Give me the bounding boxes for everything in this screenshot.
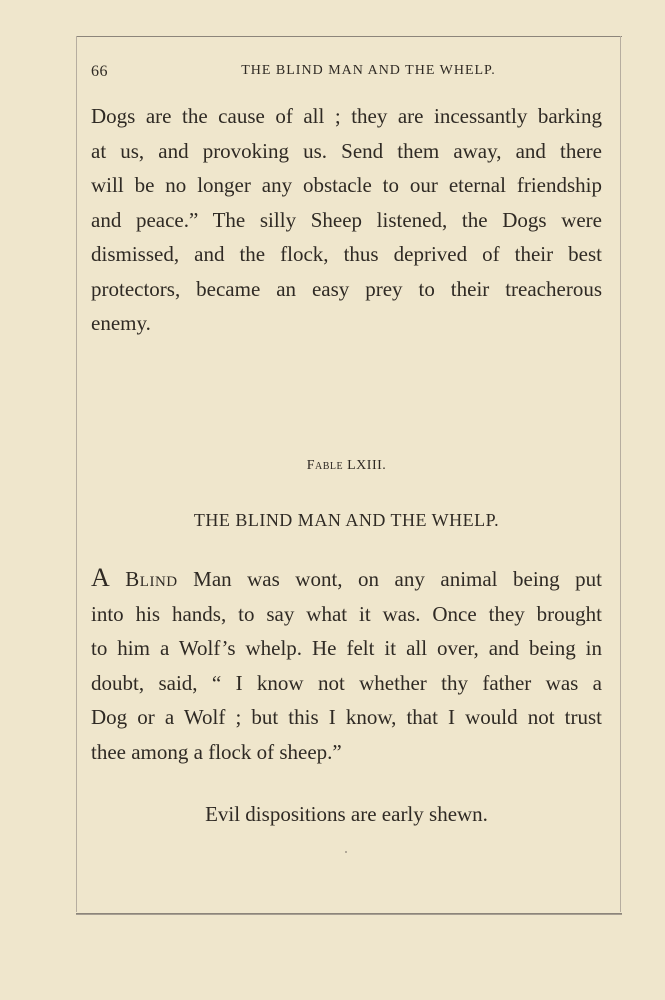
text-line: Dog or a Wolf ; but this I know, that I would not trust xyxy=(91,705,602,729)
text-line: thee among a flock of sheep.” xyxy=(91,739,342,764)
text-line: dismissed, and the flock, thus deprived of their best xyxy=(91,242,602,266)
page-edge-right xyxy=(620,36,621,912)
fable-moral: Evil dispositions are early shewn. xyxy=(205,802,488,826)
running-title: THE BLIND MAN AND THE WHELP. xyxy=(241,63,496,78)
text-line: to him a Wolf’s whelp. He felt it all over, and being in xyxy=(91,636,602,660)
text-line: into his hands, to say what it was. Once they brought xyxy=(91,601,602,626)
text-line: at us, and provoking us. Send them away, and there xyxy=(91,138,602,163)
text-line: and peace.” The silly Sheep listened, the Dogs were xyxy=(91,207,602,232)
text-line: Dogs are the cause of all ; they are incessantly barking xyxy=(91,104,602,128)
continued-paragraph xyxy=(91,99,602,341)
small-caps-word: Blind xyxy=(125,567,178,591)
printer-mark xyxy=(345,851,347,853)
text-line-first xyxy=(91,561,602,597)
text-line: enemy. xyxy=(91,311,151,335)
fable-title: THE BLIND MAN AND THE WHELP. xyxy=(193,510,500,530)
fable-number: Fable LXIII. xyxy=(306,458,387,473)
text-line: will be no longer any obstacle to our eternal friendship xyxy=(91,173,602,197)
page-edge-left xyxy=(76,36,77,912)
text-line-rest: Man was wont, on any animal being put xyxy=(177,567,603,591)
page-number: 66 xyxy=(91,63,108,80)
text-line: doubt, said, “ I know not whether thy father was a xyxy=(91,670,602,695)
drop-cap: A xyxy=(91,563,110,592)
running-head xyxy=(91,63,602,85)
fable-paragraph xyxy=(91,561,602,769)
page-edge-bottom xyxy=(76,914,622,915)
text-line: protectors, became an easy prey to their treacherous xyxy=(91,276,602,301)
